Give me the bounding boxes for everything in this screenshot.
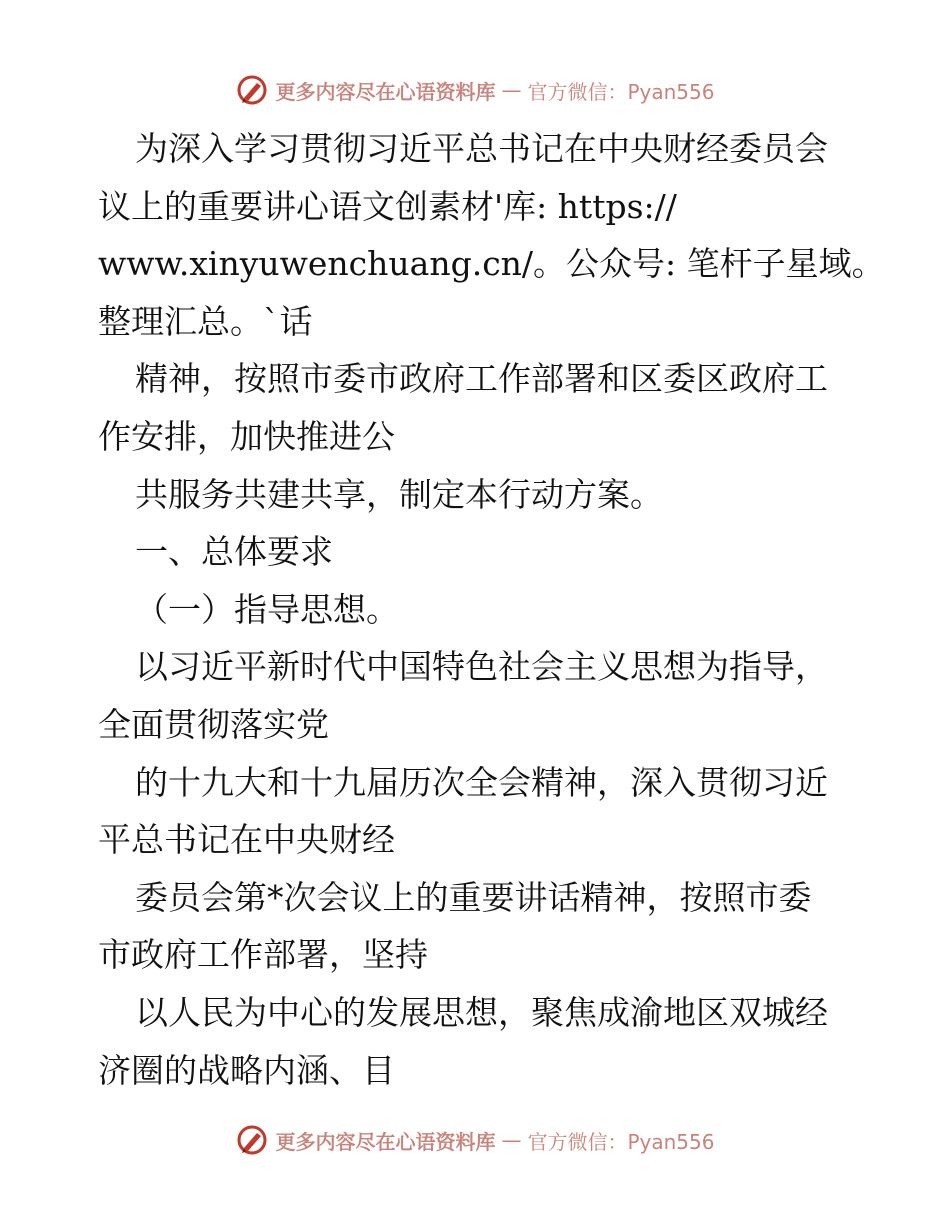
body-line: 作安排，加快推进公 — [98, 416, 395, 456]
body-line: 济圈的战略内涵、目 — [98, 1050, 395, 1090]
subsection-heading: （一）指导思想。 — [135, 589, 399, 629]
red-pen-circle-logo-icon — [235, 73, 269, 107]
header-banner-separator: — — [501, 78, 522, 102]
body-line: 以人民为中心的发展思想，聚焦成渝地区双城经 — [135, 992, 828, 1032]
header-banner-contact: 官方微信：Pyan556 — [527, 79, 715, 104]
body-line: 整理汇总。`话 — [98, 301, 313, 341]
body-line: 平总书记在中央财经 — [98, 820, 395, 860]
body-line: 以习近平新时代中国特色社会主义思想为指导， — [135, 647, 828, 687]
body-line: 议上的重要讲心语文创素材'库: https:// — [98, 186, 677, 226]
body-line: 精神，按照市委市政府工作部署和区委区政府工 — [135, 359, 828, 399]
document-body — [98, 120, 885, 1099]
body-line: 市政府工作部署，坚持 — [98, 935, 428, 975]
footer-banner-separator: — — [501, 1128, 522, 1152]
body-line: 共服务共建共享，制定本行动方案。 — [135, 474, 663, 514]
body-line: 全面贯彻落实党 — [98, 704, 329, 744]
header-banner-text: 更多内容尽在心语资料库 — [275, 79, 496, 104]
body-line: 的十九大和十九届历次全会精神，深入贯彻习近 — [135, 762, 828, 802]
footer-banner — [0, 1120, 950, 1160]
header-banner — [0, 70, 950, 110]
body-line: 为深入学习贯彻习近平总书记在中央财经委员会 — [135, 129, 828, 168]
body-line: 委员会第*次会议上的重要讲话精神，按照市委 — [135, 877, 812, 917]
footer-banner-contact: 官方微信：Pyan556 — [527, 1129, 715, 1154]
section-heading: 一、总体要求 — [135, 532, 333, 572]
body-line: www.xinyuwenchuang.cn/。公众号: 笔杆子星域。 — [98, 244, 885, 284]
footer-banner-text: 更多内容尽在心语资料库 — [275, 1129, 496, 1154]
red-pen-circle-logo-icon — [235, 1123, 269, 1157]
